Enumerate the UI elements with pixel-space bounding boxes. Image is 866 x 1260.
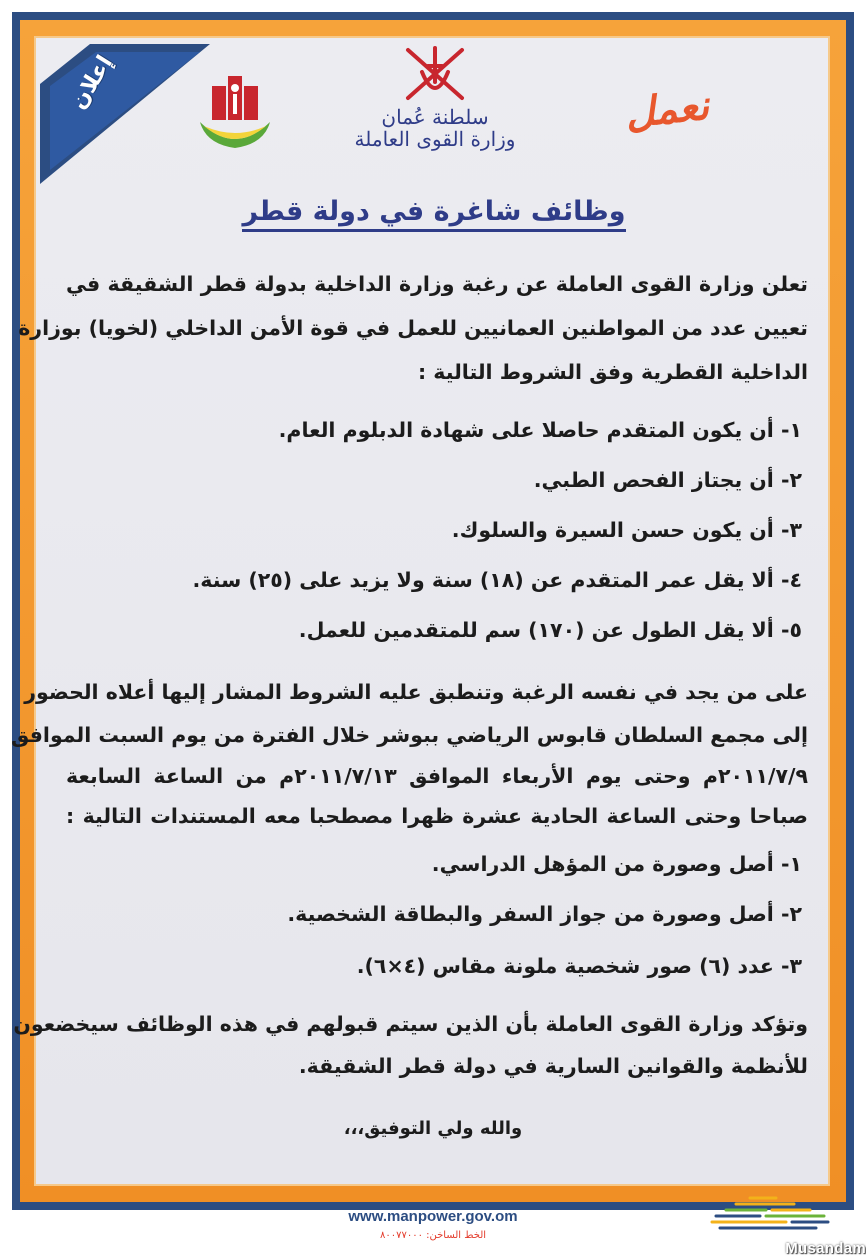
intro-line: تعلن وزارة القوى العاملة عن رغبة وزارة الداخلية بدولة قطر الشقيقة في <box>66 272 808 296</box>
ministry-name <box>340 106 530 150</box>
condition-item: ٢- أن يجتاز الفحص الطبي. <box>533 468 802 492</box>
watermark-graphic <box>706 1192 832 1240</box>
condition-item: ١- أن يكون المتقدم حاصلا على شهادة الدبلوم العام. <box>278 418 802 442</box>
document-item: ٣- عدد (٦) صور شخصية ملونة مقاس (٤×٦). <box>356 954 802 978</box>
attendance-line: صباحا وحتى الساعة الحادية عشرة ظهرا مصطحبا معه المستندات التالية : <box>66 804 808 828</box>
attendance-line: على من يجد في نفسه الرغبة وتنطبق عليه الشروط المشار إليها أعلاه الحضور <box>24 680 808 704</box>
intro-line: الداخلية القطرية وفق الشروط التالية : <box>417 360 808 384</box>
omanisation-logo <box>192 70 278 150</box>
website-link[interactable]: www.manpower.gov.om <box>348 1208 518 1225</box>
slogan-logo: نعمل <box>622 81 712 138</box>
document-item: ١- أصل وصورة من المؤهل الدراسي. <box>431 852 802 876</box>
national-emblem <box>400 42 470 112</box>
country-name: سلطنة عُمان <box>381 105 489 129</box>
closing-line: للأنظمة والقوانين السارية في دولة قطر الشقيقة. <box>298 1054 808 1078</box>
condition-item: ٥- ألا يقل الطول عن (١٧٠) سم للمتقدمين للعمل. <box>298 618 802 642</box>
closing-line: وتؤكد وزارة القوى العاملة بأن الذين سيتم قبولهم في هذه الوظائف سيخضعون <box>13 1012 808 1036</box>
page-title <box>232 196 636 227</box>
intro-line: تعيين عدد من المواطنين العمانيين للعمل في قوة الأمن الداخلي (لخويا) بوزارة <box>18 316 808 340</box>
site-watermark: Musandam <box>785 1240 866 1257</box>
sign-off: والله ولي التوفيق،،، <box>343 1118 523 1139</box>
title-text: وظائف شاغرة في دولة قطر <box>242 196 625 232</box>
announcement-badge: إعلان <box>66 51 118 114</box>
attendance-line: إلى مجمع السلطان قابوس الرياضي ببوشر خلال الفترة من يوم السبت الموافق <box>11 723 808 747</box>
ministry-title: وزارة القوى العاملة <box>354 127 516 151</box>
document-item: ٢- أصل وصورة من جواز السفر والبطاقة الشخصية. <box>287 902 802 926</box>
attendance-line: ٢٠١١/٧/٩م وحتى يوم الأربعاء الموافق ٢٠١١/٧/١٣م من الساعة السابعة <box>66 764 809 788</box>
condition-item: ٤- ألا يقل عمر المتقدم عن (١٨) سنة ولا يزيد على (٢٥) سنة. <box>192 568 802 592</box>
announcement-ribbon <box>40 44 210 194</box>
condition-item: ٣- أن يكون حسن السيرة والسلوك. <box>451 518 802 542</box>
hotline-number: الخط الساخن: ٨٠٠٧٧٠٠٠ <box>379 1230 487 1241</box>
